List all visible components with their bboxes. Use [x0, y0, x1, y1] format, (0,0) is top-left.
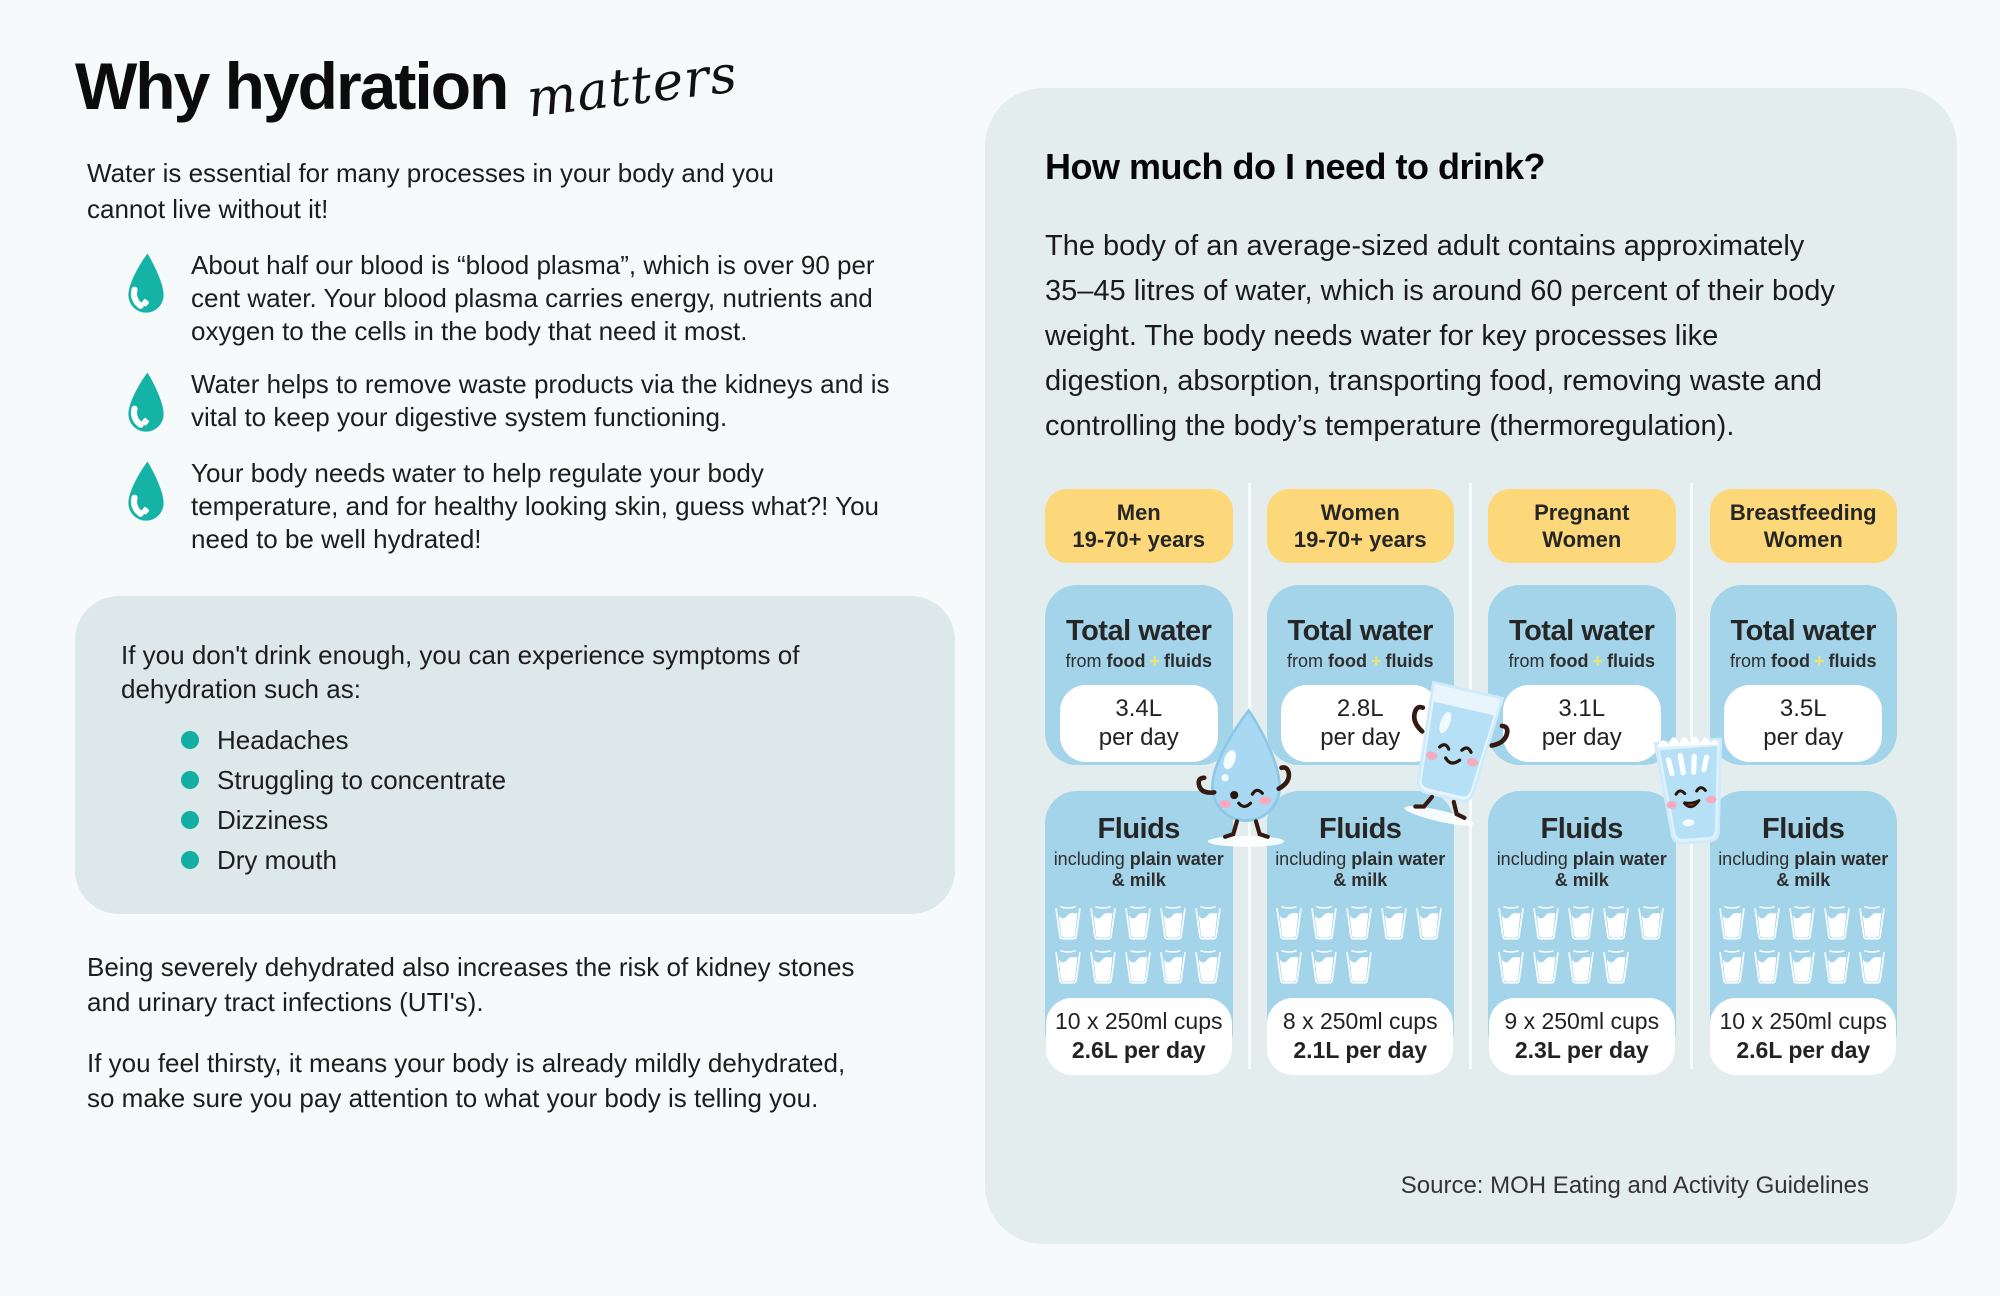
cups-count: 10 x 250ml cups [1055, 1008, 1223, 1034]
total-water-subtitle: from food + fluids [1065, 651, 1212, 671]
group-age: 19-70+ years [1293, 527, 1427, 552]
bullet-dot-icon [181, 811, 199, 829]
fluids-amount-pill [1489, 998, 1675, 1075]
cup-icon [1717, 949, 1747, 985]
group-name: Men [1116, 500, 1161, 525]
dehydration-symptoms-box [75, 596, 955, 914]
cup-icon [1309, 905, 1339, 941]
cup-grid [1274, 905, 1446, 985]
water-drop-icon [123, 459, 169, 526]
cup-grid [1496, 905, 1668, 985]
water-fact-text: About half our blood is “blood plasma”, which is over 90 per cent water. Your blood plasma carries energy, nutrients and oxygen to the cells in the body that need it most. [191, 250, 875, 347]
total-water-card [1710, 585, 1898, 765]
total-water-title: Total water [1066, 615, 1212, 647]
symptom-item [181, 840, 909, 880]
water-drop-mascot [1187, 701, 1305, 856]
total-water-title: Total water [1287, 615, 1433, 647]
fluids-subtitle: including plain water & milk [1718, 849, 1889, 890]
cups-count: 9 x 250ml cups [1504, 1008, 1660, 1034]
plus-icon: + [1149, 651, 1160, 671]
intro-paragraph: Water is essential for many processes in your body and you cannot live without it! [87, 158, 774, 225]
total-amount: 3.1L [1558, 695, 1606, 722]
group-age: Women [1542, 527, 1622, 552]
fluids-amount-pill [1046, 998, 1232, 1075]
total-amount-pill [1724, 685, 1882, 762]
cup-icon [1787, 949, 1817, 985]
thirst-paragraph: If you feel thirsty, it means your body is already mildly dehydrated, so make sure you pay attention to what your body is telling you. [87, 1048, 846, 1114]
total-amount: 3.4L [1115, 695, 1163, 722]
fluids-volume: 2.1L per day [1293, 1037, 1428, 1063]
fluids-title: Fluids [1540, 813, 1623, 845]
water-drop-icon [123, 251, 169, 318]
page-title: Why hydration [75, 49, 508, 123]
bullet-dot-icon [181, 851, 199, 869]
panel-heading: How much do I need to drink? [1045, 146, 1546, 187]
total-amount: 2.8L [1336, 695, 1384, 722]
cup-icon [1053, 949, 1083, 985]
hydration-guide-panel [985, 88, 1957, 1244]
cup-grid [1053, 905, 1225, 985]
plus-icon: + [1813, 651, 1825, 671]
plus-icon: + [1370, 651, 1382, 671]
total-water-subtitle: from food + fluids [1286, 651, 1434, 671]
cup-icon [1636, 905, 1666, 941]
cup-icon [1857, 905, 1887, 941]
cup-icon [1531, 949, 1561, 985]
water-fact-item [123, 457, 965, 556]
bullet-dot-icon [181, 731, 199, 749]
group-badge [1267, 489, 1455, 563]
drink-guide-table [1045, 489, 1897, 1099]
total-water-subtitle: from food + fluids [1508, 651, 1655, 671]
cup-icon [1193, 949, 1223, 985]
kidney-risk-paragraph: Being severely dehydrated also increases the risk of kidney stones and urinary tract infections (UTI's). [87, 952, 855, 1018]
cup-icon [1822, 949, 1852, 985]
symptom-label: Struggling to concentrate [217, 765, 507, 796]
total-water-title: Total water [1730, 615, 1876, 647]
water-fact-text: Your body needs water to help regulate your body temperature, and for healthy looking skin, guess what?! You need to be well hydrated! [191, 458, 879, 555]
cup-icon [1531, 905, 1561, 941]
cup-icon [1274, 949, 1304, 985]
cup-icon [1787, 905, 1817, 941]
fluids-title: Fluids [1762, 813, 1845, 845]
source-caption: Source: MOH Eating and Activity Guidelines [1400, 1172, 1869, 1199]
cup-icon [1496, 905, 1526, 941]
symptom-item [181, 720, 909, 760]
group-name: Breastfeeding [1729, 500, 1877, 525]
plus-icon: + [1592, 651, 1603, 671]
total-water-title: Total water [1509, 615, 1655, 647]
cup-icon [1601, 905, 1631, 941]
cup-icon [1193, 905, 1223, 941]
fluids-amount-pill [1267, 998, 1453, 1075]
fluids-subtitle: including plain water & milk [1053, 849, 1224, 890]
cup-icon [1123, 905, 1153, 941]
group-badge [1710, 489, 1898, 563]
cup-grid [1717, 905, 1889, 985]
cup-icon [1379, 905, 1409, 941]
cup-icon [1752, 905, 1782, 941]
water-facts-list [75, 249, 965, 556]
water-fact-text: Water helps to remove waste products via the kidneys and is vital to keep your digestive system functioning. [191, 369, 890, 433]
splashing-glass-mascot [1638, 726, 1743, 867]
group-name: Women [1320, 500, 1400, 525]
water-drop-icon [123, 370, 169, 437]
fluids-subtitle: including plain water & milk [1496, 849, 1667, 890]
group-age: 19-70+ years [1072, 527, 1206, 552]
cup-icon [1566, 949, 1596, 985]
cup-icon [1857, 949, 1887, 985]
symptoms-list [181, 720, 909, 880]
left-section [75, 44, 965, 1116]
water-fact-item [123, 249, 965, 348]
cup-icon [1053, 905, 1083, 941]
cup-icon [1088, 949, 1118, 985]
total-amount: 3.5L [1779, 695, 1827, 722]
total-unit: per day [1763, 724, 1844, 751]
symptom-item [181, 760, 909, 800]
symptoms-intro: If you don't drink enough, you can experience symptoms of dehydration such as: [121, 640, 800, 705]
group-name: Pregnant [1534, 500, 1630, 525]
cup-icon [1566, 905, 1596, 941]
fluids-volume: 2.6L per day [1071, 1037, 1206, 1063]
fluids-amount-pill [1710, 998, 1896, 1075]
symptom-label: Headaches [217, 725, 349, 756]
fluids-volume: 2.3L per day [1514, 1037, 1649, 1063]
page-title-script: matters [523, 44, 742, 130]
cup-icon [1123, 949, 1153, 985]
cup-icon [1088, 905, 1118, 941]
total-water-subtitle: from food + fluids [1729, 651, 1877, 671]
group-badge [1488, 489, 1676, 563]
cup-icon [1158, 949, 1188, 985]
symptom-label: Dry mouth [217, 845, 337, 876]
total-unit: per day [1320, 724, 1401, 751]
group-age: Women [1763, 527, 1843, 552]
cup-icon [1158, 905, 1188, 941]
total-unit: per day [1098, 724, 1179, 751]
total-amount-pill [1503, 685, 1661, 762]
total-unit: per day [1541, 724, 1622, 751]
cup-icon [1309, 949, 1339, 985]
title-row [75, 44, 965, 130]
panel-intro-paragraph: The body of an average-sized adult contains approximately 35–45 litres of water, which is around 60 percent of their body weight. The body needs water for key processes like digestion, absorption, transporting food, removing waste and controlling the body’s temperature (thermoregulation). [1045, 230, 1835, 442]
fluids-volume: 2.6L per day [1736, 1037, 1871, 1063]
cups-count: 10 x 250ml cups [1719, 1008, 1887, 1034]
symptom-item [181, 800, 909, 840]
cup-icon [1822, 905, 1852, 941]
cup-icon [1344, 949, 1374, 985]
cup-icon [1717, 905, 1747, 941]
cup-icon [1496, 949, 1526, 985]
cup-icon [1601, 949, 1631, 985]
fluids-title: Fluids [1097, 813, 1180, 845]
bullet-dot-icon [181, 771, 199, 789]
cup-icon [1344, 905, 1374, 941]
fluids-subtitle: including plain water & milk [1275, 849, 1446, 890]
water-fact-item [123, 368, 965, 437]
cup-icon [1414, 905, 1444, 941]
cups-count: 8 x 250ml cups [1282, 1008, 1438, 1034]
cup-icon [1752, 949, 1782, 985]
group-badge [1045, 489, 1233, 563]
cup-icon [1274, 905, 1304, 941]
fluids-title: Fluids [1319, 813, 1402, 845]
symptom-label: Dizziness [217, 805, 329, 836]
